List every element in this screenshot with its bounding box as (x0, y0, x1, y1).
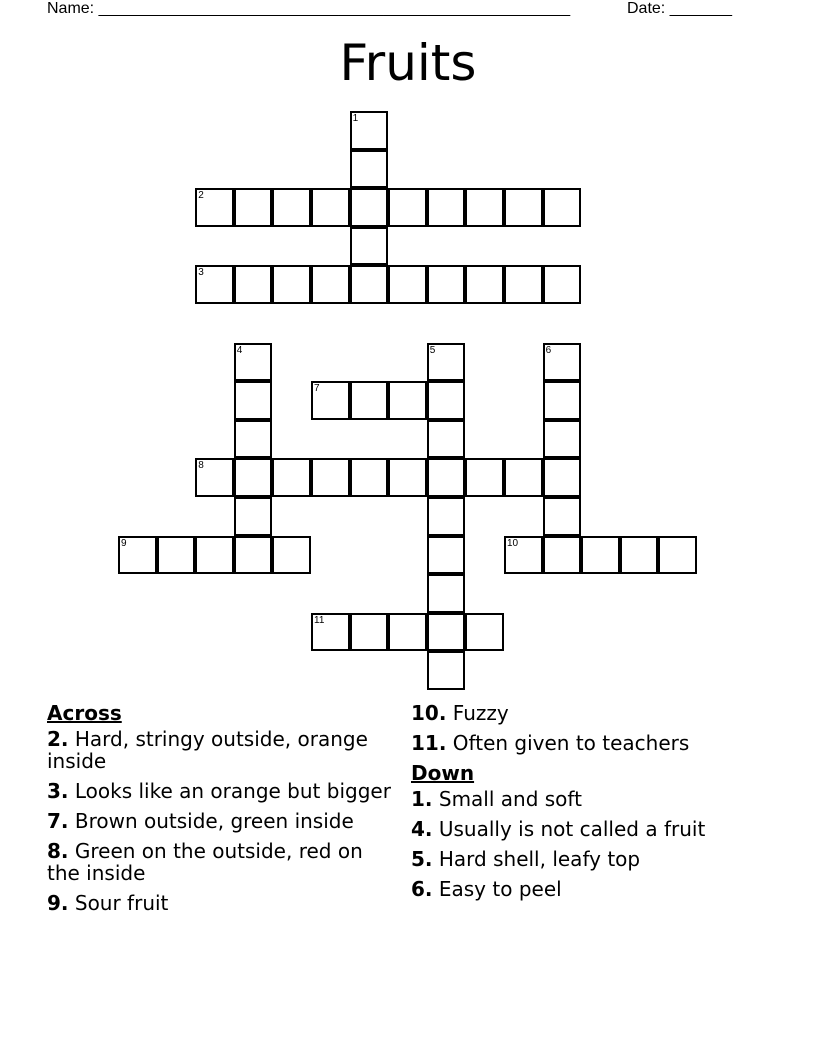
clue-number-label: 6 (545, 344, 552, 356)
crossword-cell[interactable] (427, 613, 466, 652)
crossword-cell[interactable] (465, 265, 504, 304)
crossword-cell[interactable] (350, 458, 389, 497)
crossword-cell[interactable] (195, 188, 234, 227)
crossword-cell[interactable] (272, 265, 311, 304)
clue-across-10 (411, 702, 791, 724)
crossword-cell[interactable] (311, 458, 350, 497)
clue-text: Small and soft (432, 787, 582, 811)
clue-number-label: 3 (198, 267, 204, 279)
crossword-cell[interactable] (543, 265, 582, 304)
crossword-cell[interactable] (234, 188, 273, 227)
crossword-cell[interactable] (504, 188, 543, 227)
crossword-cell[interactable] (195, 265, 234, 304)
crossword-cell[interactable] (465, 458, 504, 497)
clue-number-label: 1 (352, 113, 359, 124)
clue-number: 6. (411, 877, 433, 901)
clue-text: Hard, stringy outside, orange inside (47, 727, 368, 773)
down-heading: Down (411, 761, 475, 785)
crossword-cell[interactable] (427, 458, 466, 497)
crossword-cell[interactable] (543, 536, 582, 575)
clue-number: 3. (47, 779, 69, 803)
clue-number-label: 4 (236, 344, 243, 356)
crossword-cell[interactable] (311, 381, 350, 420)
crossword-cell[interactable] (234, 458, 273, 497)
crossword-cell[interactable] (272, 188, 311, 227)
clue-across-9 (47, 892, 392, 914)
crossword-cell[interactable] (272, 458, 311, 497)
crossword-cell[interactable] (427, 343, 466, 382)
crossword-cell[interactable] (658, 536, 697, 575)
clue-text: Looks like an orange but bigger (68, 779, 391, 803)
crossword-cell[interactable] (388, 613, 427, 652)
crossword-cell[interactable] (195, 458, 234, 497)
crossword-cell[interactable] (465, 613, 504, 652)
crossword-cell[interactable] (350, 111, 389, 150)
crossword-cell[interactable] (504, 458, 543, 497)
clue-across-11 (411, 732, 791, 754)
clue-text: Brown outside, green inside (68, 809, 354, 833)
clue-number-label: 10 (507, 537, 519, 549)
crossword-cell[interactable] (427, 188, 466, 227)
clue-text: Fuzzy (446, 701, 509, 725)
crossword-cell[interactable] (427, 381, 466, 420)
crossword-cell[interactable] (157, 536, 196, 575)
clue-number: 1. (411, 787, 433, 811)
crossword-cell[interactable] (311, 188, 350, 227)
crossword-cell[interactable] (543, 420, 582, 459)
clue-across-8 (47, 840, 392, 884)
crossword-cell[interactable] (543, 458, 582, 497)
crossword-cell[interactable] (350, 381, 389, 420)
clue-number: 7. (47, 809, 69, 833)
crossword-cell[interactable] (543, 381, 582, 420)
clue-down-4 (411, 818, 791, 840)
clue-text: Easy to peel (432, 877, 562, 901)
clue-number: 2. (47, 727, 69, 751)
crossword-cell[interactable] (543, 343, 582, 382)
crossword-cell[interactable] (350, 227, 389, 266)
clue-text: Often given to teachers (446, 731, 690, 755)
name-field-label: Name: _____________________________________________________ (47, 0, 571, 17)
crossword-cell[interactable] (234, 497, 273, 536)
crossword-cell[interactable] (195, 536, 234, 575)
crossword-cell[interactable] (543, 188, 582, 227)
crossword-cell[interactable] (234, 381, 273, 420)
clue-text: Green on the outside, red on the inside (47, 839, 363, 885)
clue-down-6 (411, 878, 791, 900)
crossword-cell[interactable] (234, 265, 273, 304)
crossword-cell[interactable] (350, 150, 389, 189)
clue-number: 5. (411, 847, 433, 871)
crossword-cell[interactable] (272, 536, 311, 575)
crossword-cell[interactable] (388, 381, 427, 420)
crossword-cell[interactable] (234, 536, 273, 575)
crossword-cell[interactable] (581, 536, 620, 575)
clue-number-label: 5 (429, 344, 436, 356)
clue-down-5 (411, 848, 791, 870)
clues-column-right (411, 702, 791, 908)
crossword-cell[interactable] (504, 536, 543, 575)
date-field-label: Date: _______ (627, 0, 732, 17)
crossword-cell[interactable] (388, 458, 427, 497)
crossword-cell[interactable] (388, 265, 427, 304)
crossword-cell[interactable] (350, 613, 389, 652)
clue-across-3 (47, 780, 392, 802)
clues-column-left (47, 702, 392, 922)
crossword-cell[interactable] (504, 265, 543, 304)
crossword-cell[interactable] (543, 497, 582, 536)
clue-number-label: 2 (198, 190, 204, 202)
across-heading: Across (47, 701, 122, 725)
clue-text: Usually is not called a fruit (432, 817, 706, 841)
clue-across-2 (47, 728, 392, 772)
crossword-cell[interactable] (465, 188, 504, 227)
crossword-cell[interactable] (427, 651, 466, 690)
crossword-cell[interactable] (427, 265, 466, 304)
crossword-cell[interactable] (118, 536, 157, 575)
crossword-cell[interactable] (427, 497, 466, 536)
crossword-cell[interactable] (234, 420, 273, 459)
clue-across-7 (47, 810, 392, 832)
clue-number-label: 7 (314, 383, 320, 395)
clue-text: Sour fruit (68, 891, 169, 915)
crossword-cell[interactable] (427, 536, 466, 575)
clue-number: 4. (411, 817, 433, 841)
clue-number: 8. (47, 839, 69, 863)
crossword-cell[interactable] (234, 343, 273, 382)
clue-text: Hard shell, leafy top (432, 847, 641, 871)
crossword-cell[interactable] (388, 188, 427, 227)
clue-number-label: 9 (121, 537, 127, 549)
crossword-cell[interactable] (350, 188, 389, 227)
crossword-cell[interactable] (350, 265, 389, 304)
crossword-cell[interactable] (311, 265, 350, 304)
clue-number-label: 8 (198, 460, 204, 472)
clue-number: 11. (411, 731, 447, 755)
crossword-cell[interactable] (311, 613, 350, 652)
crossword-cell[interactable] (427, 574, 466, 613)
clue-number: 9. (47, 891, 69, 915)
clue-number: 10. (411, 701, 447, 725)
clue-number-label: 11 (314, 614, 325, 626)
page-title: Fruits (339, 34, 477, 92)
clue-down-1 (411, 788, 791, 810)
crossword-cell[interactable] (620, 536, 659, 575)
crossword-cell[interactable] (427, 420, 466, 459)
